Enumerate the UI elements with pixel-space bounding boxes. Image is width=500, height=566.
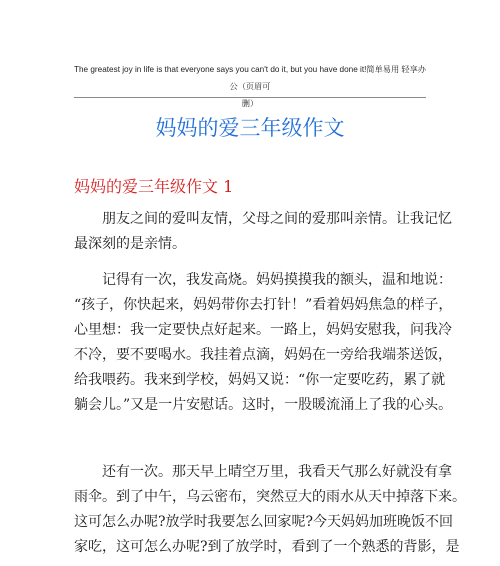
paragraph-line: 给我喂药。我来到学校，妈妈又说：“你一定要吃药，累了就 <box>74 372 446 388</box>
paragraph-line: 最深刻的是亲情。 <box>74 236 186 252</box>
header-line-2: 删） <box>241 99 259 108</box>
header-line-1: The greatest joy in life is that everyone says you can't do it, but you have done it!简单易用 轻享办公（页眉可 <box>74 65 426 91</box>
document-title: 妈妈的爱三年级作文 <box>155 116 345 140</box>
paragraph-2 <box>74 268 453 418</box>
header-divider <box>74 97 426 98</box>
paragraph-line: 这可怎么办呢?放学时我要怎么回家呢?今天妈妈加班晚饭不回 <box>74 514 454 530</box>
paragraph-line: 朋友之间的爱叫友情，父母之间的爱那叫亲情。让我记忆 <box>102 211 452 227</box>
paragraph-line: 家吃，这可怎么办呢?到了放学时，看到了一个熟悉的背影，是 <box>74 539 460 555</box>
paragraph-line: 还有一次。那天早上晴空万里，我看天气那么好就没有拿 <box>102 464 452 480</box>
paragraph-line: 不冷，要不要喝水。我挂着点滴，妈妈在一旁给我端茶送饭， <box>74 347 452 363</box>
section-title: 妈妈的爱三年级作文 1 <box>74 177 234 196</box>
paragraph-line: 心里想：我一定要快点好起来。一路上，妈妈安慰我，问我冷 <box>74 322 452 338</box>
paragraph-line: 雨伞。到了中午，乌云密布，突然豆大的雨水从天中掉落下来。 <box>74 489 466 505</box>
paragraph-line: “孩子，你快起来，妈妈带你去打针！”看着妈妈焦急的样子， <box>74 297 453 313</box>
paragraph-1 <box>74 207 452 257</box>
page-header <box>74 61 426 112</box>
paragraph-line: 躺会儿。”又是一片安慰话。这时，一股暖流涌上了我的心头。 <box>74 397 453 413</box>
paragraph-3 <box>74 460 466 560</box>
paragraph-line: 记得有一次，我发高烧。妈妈摸摸我的额头，温和地说： <box>102 272 452 288</box>
